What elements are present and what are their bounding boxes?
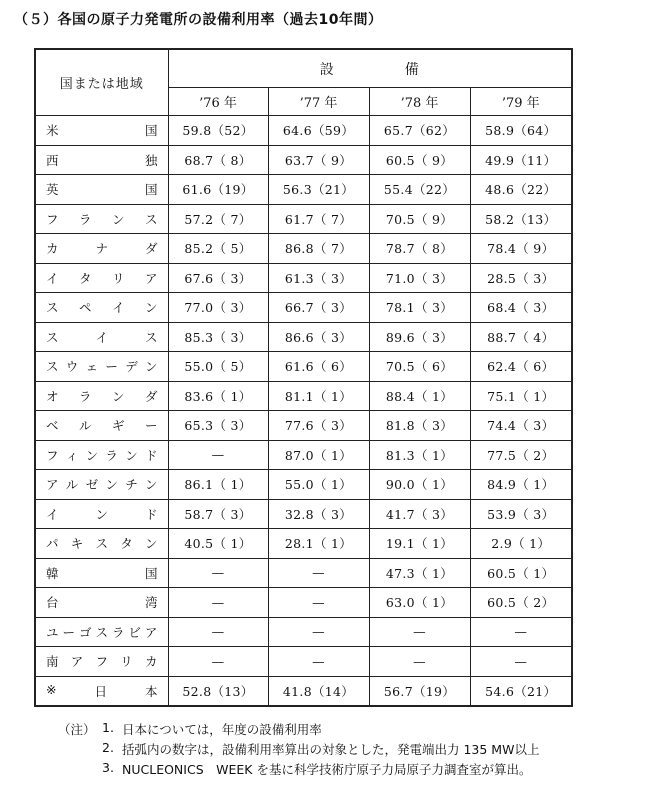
country-name-char: パ	[46, 536, 59, 552]
table-row	[35, 322, 572, 352]
country-name-char: ェ	[85, 359, 99, 375]
country-name	[46, 121, 158, 139]
country-name-char: ダ	[144, 241, 158, 257]
country-name-char: ベ	[46, 418, 59, 434]
note-text: NUCLEONICS WEEK を基に科学技術庁原子力局原子力調査室が算出。	[122, 762, 532, 777]
country-cell	[35, 145, 168, 175]
country-name-char: ス	[95, 624, 108, 640]
country-name-char: ス	[46, 359, 59, 375]
country-name-char: ※	[46, 681, 57, 697]
value-cell: 52.8（13）	[168, 676, 268, 706]
country-cell	[35, 293, 168, 323]
country-cell	[35, 381, 168, 411]
table-row	[35, 293, 572, 323]
value-cell: 60.5（ 2）	[470, 588, 572, 618]
country-name-char: 日	[94, 683, 107, 699]
note-text: 括弧内の数字は，設備利用率算出の対象とした，発電端出力 135 MW以上	[122, 742, 540, 757]
value-cell: 65.3（ 3）	[168, 411, 268, 441]
country-name-char: 国	[144, 182, 158, 198]
country-name-char: ン	[144, 300, 158, 316]
table-row	[35, 470, 572, 500]
value-cell: 61.7（ 7）	[268, 204, 369, 234]
value-cell: 86.6（ 3）	[268, 322, 369, 352]
value-cell: 60.5（ 1）	[470, 558, 572, 588]
country-name	[46, 328, 158, 346]
value-cell: 57.2（ 7）	[168, 204, 268, 234]
country-name-char: 台	[46, 595, 59, 611]
value-cell: 63.7（ 9）	[268, 145, 369, 175]
country-cell	[35, 676, 168, 706]
country-cell	[35, 499, 168, 529]
country-cell	[35, 529, 168, 559]
value-cell: —	[268, 647, 369, 677]
value-cell: 53.9（ 3）	[470, 499, 572, 529]
country-name-char: ラ	[111, 624, 125, 640]
country-name-char: ス	[95, 536, 108, 552]
country-name-char: チ	[125, 477, 138, 493]
country-name-char: イ	[46, 506, 59, 522]
value-cell: 58.2（13）	[470, 204, 572, 234]
country-name-char: ユ	[46, 624, 59, 640]
country-cell	[35, 234, 168, 264]
table-row	[35, 352, 572, 382]
country-name	[46, 652, 158, 670]
table-row	[35, 175, 572, 205]
note-line	[58, 720, 618, 740]
country-name-char: 韓	[46, 565, 59, 581]
value-cell: 84.9（ 1）	[470, 470, 572, 500]
country-name-char: ド	[144, 447, 158, 463]
value-cell: 63.0（ 1）	[369, 588, 470, 618]
value-cell: 86.8（ 7）	[268, 234, 369, 264]
table-row	[35, 588, 572, 618]
country-name-char: ナ	[95, 241, 108, 257]
value-cell: —	[168, 617, 268, 647]
utilization-table	[34, 48, 573, 707]
country-name-char: ペ	[78, 300, 92, 316]
value-cell: —	[268, 617, 369, 647]
value-cell: 87.0（ 1）	[268, 440, 369, 470]
value-cell: 61.3（ 3）	[268, 263, 369, 293]
value-cell: 68.4（ 3）	[470, 293, 572, 323]
country-name	[46, 623, 158, 641]
value-cell: 78.1（ 3）	[369, 293, 470, 323]
value-cell: —	[470, 647, 572, 677]
value-cell: 28.1（ 1）	[268, 529, 369, 559]
value-cell: 75.1（ 1）	[470, 381, 572, 411]
country-name-char: ラ	[105, 447, 118, 463]
notes-tag: （注）	[58, 722, 96, 737]
value-cell: —	[168, 440, 268, 470]
country-name-char: ス	[144, 211, 158, 227]
country-name-char: ー	[105, 359, 118, 375]
country-name-char: ド	[144, 506, 158, 522]
country-name-char: リ	[120, 654, 133, 670]
note-line	[58, 740, 618, 760]
table-row	[35, 381, 572, 411]
notes	[58, 720, 618, 780]
country-name	[46, 475, 158, 493]
value-cell: 70.5（ 6）	[369, 352, 470, 382]
value-cell: —	[168, 647, 268, 677]
country-name-char: ー	[144, 418, 158, 434]
country-name	[46, 151, 158, 169]
country-name-char: フ	[46, 447, 59, 463]
country-name-char: ダ	[144, 388, 158, 404]
country-name-char: ィ	[65, 447, 79, 463]
country-name-char: フ	[95, 654, 108, 670]
country-name-char: ス	[144, 329, 158, 345]
country-name	[46, 269, 158, 287]
country-name-char: 本	[144, 683, 158, 699]
value-cell: 81.8（ 3）	[369, 411, 470, 441]
value-cell: 65.7（62）	[369, 116, 470, 146]
country-name-char: ギ	[111, 418, 125, 434]
table-row	[35, 529, 572, 559]
value-cell: 88.7（ 4）	[470, 322, 572, 352]
table-row	[35, 499, 572, 529]
country-name-char: ア	[46, 477, 59, 493]
value-cell: 41.7（ 3）	[369, 499, 470, 529]
country-name-char: 西	[46, 152, 59, 168]
country-name-char: ア	[144, 624, 158, 640]
country-cell	[35, 440, 168, 470]
country-name-char: 国	[144, 565, 158, 581]
country-cell	[35, 322, 168, 352]
country-name-char: ン	[125, 447, 138, 463]
value-cell: 64.6（59）	[268, 116, 369, 146]
year-header: ’79 年	[470, 88, 572, 116]
country-name-char: ン	[111, 388, 125, 404]
value-cell: 77.5（ 2）	[470, 440, 572, 470]
country-name-char: ン	[85, 447, 99, 463]
value-cell: —	[168, 558, 268, 588]
country-name-char: ル	[65, 477, 79, 493]
table-row	[35, 617, 572, 647]
country-name-char: ン	[144, 477, 158, 493]
value-cell: 62.4（ 6）	[470, 352, 572, 382]
value-cell: 56.3（21）	[268, 175, 369, 205]
value-cell: 89.6（ 3）	[369, 322, 470, 352]
table-body	[35, 116, 572, 707]
country-name-char: ス	[46, 300, 59, 316]
country-cell	[35, 352, 168, 382]
value-cell: 88.4（ 1）	[369, 381, 470, 411]
table-row	[35, 558, 572, 588]
country-name	[46, 180, 158, 198]
value-cell: 67.6（ 3）	[168, 263, 268, 293]
country-name-char: ス	[46, 329, 59, 345]
year-header: ’77 年	[268, 88, 369, 116]
value-cell: 71.0（ 3）	[369, 263, 470, 293]
note-text: 日本については，年度の設備利用率	[122, 722, 322, 737]
value-cell: —	[168, 588, 268, 618]
value-cell: 55.0（ 5）	[168, 352, 268, 382]
country-cell	[35, 263, 168, 293]
value-cell: 49.9（11）	[470, 145, 572, 175]
value-cell: 19.1（ 1）	[369, 529, 470, 559]
country-name-char: ア	[144, 270, 158, 286]
country-name-char: 南	[46, 654, 59, 670]
country-name-char: 英	[46, 182, 59, 198]
country-name-char: 国	[144, 123, 158, 139]
year-header: ’76 年	[168, 88, 268, 116]
table-row	[35, 411, 572, 441]
country-name	[46, 446, 158, 464]
value-cell: 56.7（19）	[369, 676, 470, 706]
value-cell: 90.0（ 1）	[369, 470, 470, 500]
country-cell	[35, 204, 168, 234]
country-name-char: イ	[111, 300, 125, 316]
country-name-char: デ	[125, 359, 138, 375]
page-title: （５）各国の原子力発電所の設備利用率（過去10年間）	[14, 12, 383, 28]
country-name-char: タ	[78, 270, 92, 286]
country-name-char: ア	[70, 654, 84, 670]
country-name-char: ラ	[78, 211, 92, 227]
country-name	[46, 357, 158, 375]
country-cell	[35, 558, 168, 588]
table-row	[35, 234, 572, 264]
country-name-char: ン	[144, 359, 158, 375]
country-cell	[35, 617, 168, 647]
table-row	[35, 116, 572, 146]
value-cell: 86.1（ 1）	[168, 470, 268, 500]
note-line	[58, 760, 618, 780]
value-cell: 55.4（22）	[369, 175, 470, 205]
table-row	[35, 263, 572, 293]
value-cell: 55.0（ 1）	[268, 470, 369, 500]
value-cell: 77.6（ 3）	[268, 411, 369, 441]
country-name	[46, 298, 158, 316]
value-cell: 78.4（ 9）	[470, 234, 572, 264]
country-name-char: ウ	[65, 359, 79, 375]
value-cell: 61.6（19）	[168, 175, 268, 205]
value-cell: 28.5（ 3）	[470, 263, 572, 293]
country-name	[46, 505, 158, 523]
country-name-char: ン	[95, 506, 108, 522]
country-cell	[35, 411, 168, 441]
value-cell: —	[268, 588, 369, 618]
value-cell: 2.9（ 1）	[470, 529, 572, 559]
country-name	[46, 534, 158, 552]
value-cell: 61.6（ 6）	[268, 352, 369, 382]
country-name-char: オ	[46, 388, 59, 404]
table-row	[35, 204, 572, 234]
value-cell: —	[369, 617, 470, 647]
country-cell	[35, 588, 168, 618]
country-name-char: ゼ	[85, 477, 99, 493]
value-cell: 81.3（ 1）	[369, 440, 470, 470]
value-cell: 83.6（ 1）	[168, 381, 268, 411]
group-header-char-2: 備	[404, 61, 420, 78]
country-name	[46, 239, 158, 257]
table-row	[35, 440, 572, 470]
country-name-char: キ	[70, 536, 84, 552]
country-name-char: タ	[120, 536, 133, 552]
note-number: 2.	[102, 740, 114, 755]
value-cell: 68.7（ 8）	[168, 145, 268, 175]
country-name-char: イ	[95, 329, 108, 345]
country-cell	[35, 470, 168, 500]
value-cell: 58.9（64）	[470, 116, 572, 146]
country-name-char: ラ	[78, 388, 92, 404]
year-header: ’78 年	[369, 88, 470, 116]
country-name-char: カ	[46, 241, 59, 257]
country-cell	[35, 116, 168, 146]
region-header: 国または地域	[35, 49, 168, 116]
value-cell: 70.5（ 9）	[369, 204, 470, 234]
country-name	[46, 593, 158, 611]
country-name	[46, 416, 158, 434]
country-name-char: ン	[105, 477, 118, 493]
value-cell: 85.2（ 5）	[168, 234, 268, 264]
table-row	[35, 647, 572, 677]
value-cell: 60.5（ 9）	[369, 145, 470, 175]
value-cell: 40.5（ 1）	[168, 529, 268, 559]
value-cell: —	[369, 647, 470, 677]
utilization-group-header	[168, 49, 572, 88]
value-cell: 85.3（ 3）	[168, 322, 268, 352]
value-cell: 48.6（22）	[470, 175, 572, 205]
value-cell: 77.0（ 3）	[168, 293, 268, 323]
value-cell: 32.8（ 3）	[268, 499, 369, 529]
value-cell: 74.4（ 3）	[470, 411, 572, 441]
country-name-char: イ	[46, 270, 59, 286]
group-header-char-1: 設	[319, 61, 335, 78]
value-cell: 47.3（ 1）	[369, 558, 470, 588]
value-cell: 81.1（ 1）	[268, 381, 369, 411]
country-name-char: ン	[111, 211, 125, 227]
value-cell: 66.7（ 3）	[268, 293, 369, 323]
value-cell: 41.8（14）	[268, 676, 369, 706]
country-name-char: ー	[62, 624, 75, 640]
country-name-char: 独	[144, 152, 158, 168]
country-name-char: 米	[46, 123, 59, 139]
country-name	[46, 564, 158, 582]
value-cell: —	[470, 617, 572, 647]
value-cell: 59.8（52）	[168, 116, 268, 146]
table-row	[35, 676, 572, 706]
country-name-char: ル	[78, 418, 92, 434]
value-cell: 58.7（ 3）	[168, 499, 268, 529]
country-name-char: ン	[144, 536, 158, 552]
country-cell	[35, 175, 168, 205]
country-name	[46, 387, 158, 405]
value-cell: 54.6（21）	[470, 676, 572, 706]
note-number: 1.	[102, 720, 114, 735]
country-cell	[35, 647, 168, 677]
note-number: 3.	[102, 760, 114, 775]
country-name	[46, 210, 158, 228]
country-name-char: フ	[46, 211, 59, 227]
country-name-char: リ	[111, 270, 125, 286]
value-cell: —	[268, 558, 369, 588]
country-name-char: ゴ	[78, 624, 92, 640]
country-name-char: ビ	[128, 624, 141, 640]
table-row	[35, 145, 572, 175]
country-name-char: 湾	[144, 595, 158, 611]
value-cell: 78.7（ 8）	[369, 234, 470, 264]
country-name	[46, 682, 158, 700]
country-name-char: カ	[144, 654, 158, 670]
